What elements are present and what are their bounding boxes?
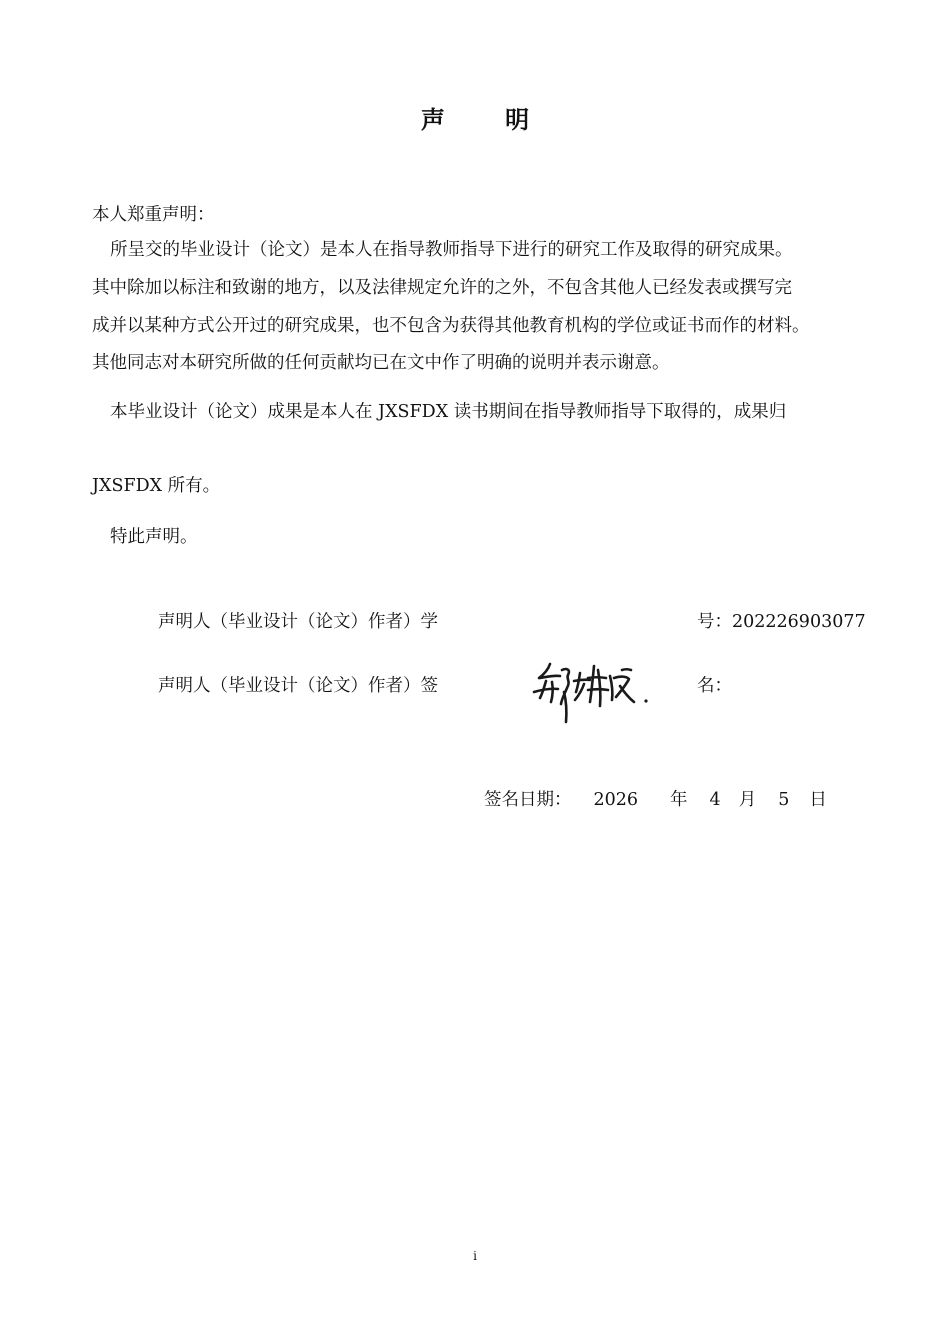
date-month-unit: 月 [738,790,757,810]
handwritten-signature [510,648,670,726]
student-id-label: 声明人（毕业设计（论文）作者）学 [158,612,438,632]
date-label: 签名日期： [484,790,572,810]
paragraph2-line-1: 本毕业设计（论文）成果是本人在 JXSFDX 读书期间在指导教师指导下取得的，成果归 [110,402,787,422]
date-year-unit: 年 [670,790,688,810]
signature-date [484,788,827,812]
signature-label: 声明人（毕业设计（论文）作者）签 [158,676,438,696]
student-id-value: 202226903077 [732,612,866,632]
intro-line: 本人郑重声明： [92,205,215,225]
signature-label-right: 名： [697,676,732,696]
closing-line: 特此声明。 [110,527,198,547]
page-title: 声 明 [420,105,556,134]
student-id-label-right: 号： [697,612,732,632]
paragraph1-line-1: 所呈交的毕业设计（论文）是本人在指导教师指导下进行的研究工作及取得的研究成果。 [110,240,793,260]
paragraph2-line-2: JXSFDX 所有。 [92,476,221,496]
date-year: 2026 [593,790,639,810]
date-day-unit: 日 [809,790,827,810]
student-id-field [697,610,866,634]
date-day: 5 [778,790,790,810]
paragraph1-line-2: 其中除加以标注和致谢的地方，以及法律规定允许的之外，不包含其他人已经发表或撰写完 [92,278,792,298]
page-number: i [473,1249,477,1263]
paragraph1-line-3: 成并以某种方式公开过的研究成果，也不包含为获得其他教育机构的学位或证书而作的材料。 [92,316,810,336]
paragraph1-line-4: 其他同志对本研究所做的任何贡献均已在文中作了明确的说明并表示谢意。 [92,353,670,373]
date-month: 4 [709,790,721,810]
